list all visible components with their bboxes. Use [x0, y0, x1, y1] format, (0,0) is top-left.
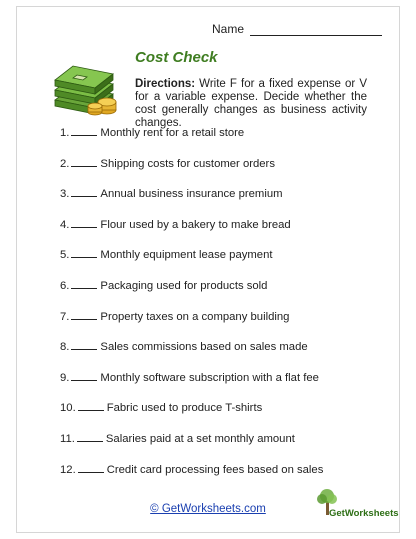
- question-number: 8.: [60, 341, 70, 354]
- answer-blank[interactable]: [78, 402, 104, 411]
- answer-blank[interactable]: [71, 127, 97, 136]
- question-text: Packaging used for products sold: [100, 280, 268, 292]
- question-number: 12.: [60, 463, 76, 476]
- directions-text: [135, 78, 367, 130]
- question-number: 6.: [60, 280, 70, 292]
- question-item: [60, 280, 267, 292]
- worksheet-title: Cost Check: [135, 49, 218, 66]
- question-text: Annual business insurance premium: [100, 188, 283, 201]
- question-item: [60, 464, 323, 476]
- question-number: 10.: [60, 402, 76, 415]
- question-text: Monthly equipment lease payment: [100, 249, 273, 262]
- question-item: [60, 158, 275, 170]
- question-number: 2.: [60, 157, 70, 170]
- question-text: Monthly rent for a retail store: [100, 127, 245, 139]
- answer-blank[interactable]: [71, 188, 97, 197]
- directions-label: Directions:: [135, 78, 196, 90]
- question-text: Sales commissions based on sales made: [100, 341, 308, 354]
- name-blank-line[interactable]: [250, 25, 382, 36]
- question-item: [60, 402, 262, 414]
- question-number: 9.: [60, 371, 70, 384]
- question-item: [60, 311, 289, 323]
- name-label: Name: [211, 22, 244, 36]
- question-item: [60, 188, 283, 200]
- question-number: 5.: [60, 249, 70, 262]
- question-number: 11.: [60, 433, 75, 445]
- directions-body: Write F for a fixed expense or V for a variable expense. Decide whether the cost generally changes as business activity changes.: [135, 78, 367, 129]
- question-item: [60, 341, 308, 353]
- question-number: 1.: [60, 127, 70, 139]
- question-item: [60, 219, 291, 231]
- question-text: Flour used by a bakery to make bread: [100, 218, 291, 231]
- question-item: [60, 372, 319, 384]
- question-number: 4.: [60, 218, 70, 231]
- question-text: Salaries paid at a set monthly amount: [105, 433, 295, 445]
- question-text: Credit card processing fees based on sales: [106, 463, 324, 476]
- logo-text: GetWorksheets: [329, 508, 399, 519]
- answer-blank[interactable]: [71, 219, 97, 228]
- question-item: [60, 127, 244, 139]
- answer-blank[interactable]: [71, 158, 97, 167]
- answer-blank[interactable]: [78, 464, 104, 473]
- money-stack-icon: [51, 62, 123, 116]
- question-text: Fabric used to produce T-shirts: [106, 402, 263, 415]
- answer-blank[interactable]: [71, 372, 97, 381]
- question-number: 3.: [60, 188, 70, 201]
- question-text: Shipping costs for customer orders: [100, 157, 275, 170]
- answer-blank[interactable]: [71, 311, 97, 320]
- copyright-link[interactable]: © GetWorksheets.com: [150, 503, 266, 515]
- answer-blank[interactable]: [77, 433, 103, 442]
- question-text: Property taxes on a company building: [100, 310, 290, 323]
- question-number: 7.: [60, 310, 70, 323]
- answer-blank[interactable]: [71, 341, 97, 350]
- question-item: [60, 249, 272, 261]
- name-field[interactable]: [212, 22, 382, 36]
- answer-blank[interactable]: [71, 280, 97, 289]
- question-text: Monthly software subscription with a flat fee: [100, 371, 319, 384]
- answer-blank[interactable]: [71, 249, 97, 258]
- question-item: [60, 433, 295, 445]
